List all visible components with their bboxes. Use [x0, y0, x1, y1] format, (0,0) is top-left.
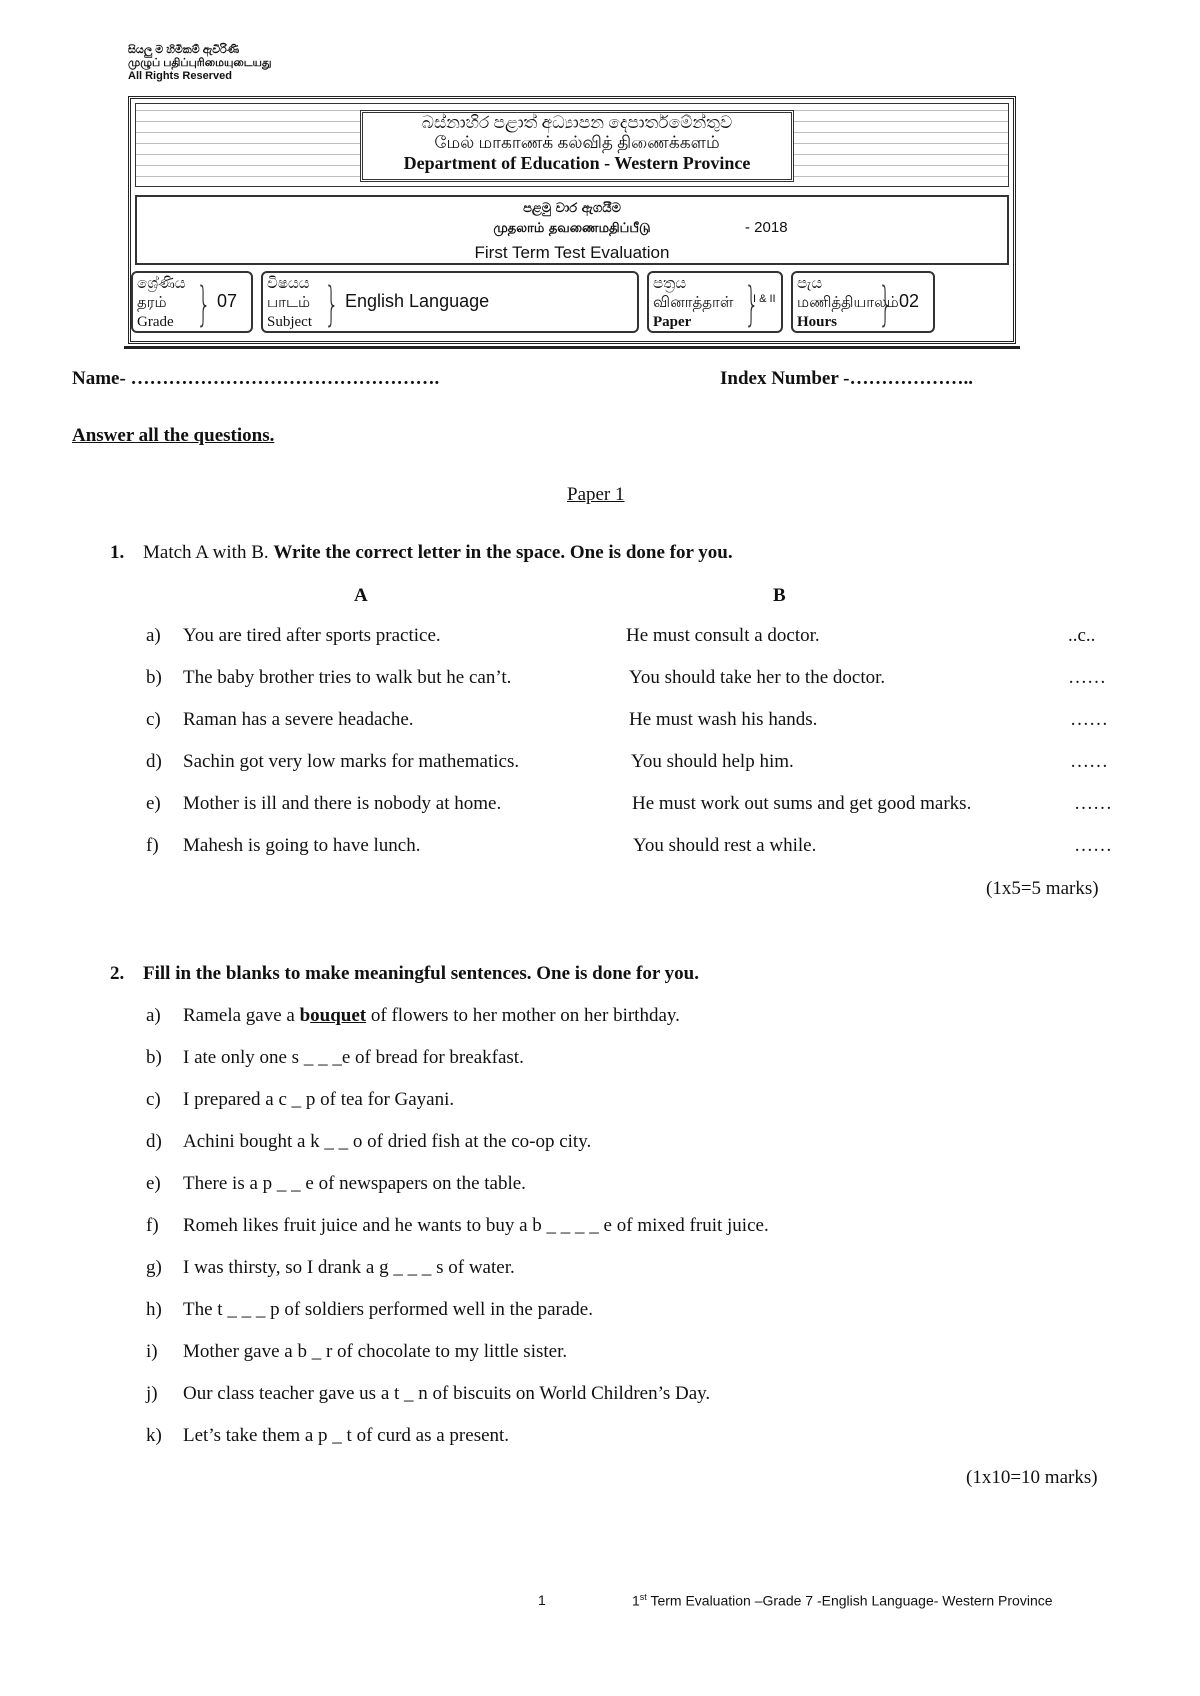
q1-column-b: B [773, 585, 786, 606]
term-sinhala: පළමු වාර ඇගයීම [523, 201, 621, 216]
q1-item-b: He must wash his hands. [629, 709, 818, 730]
q2-example-first-letter: b [299, 1005, 311, 1026]
dept-english: Department of Education - Western Province [403, 153, 751, 173]
q1-title [110, 542, 733, 564]
q1-item-a: Raman has a severe headache. [183, 709, 414, 730]
page-number: 1 [538, 1592, 546, 1608]
term-tamil: முதலாம் தவணைமதிப்பீடு [493, 221, 651, 236]
q2-letter: h) [146, 1299, 162, 1320]
q1-answer[interactable]: ..c.. [1068, 625, 1096, 646]
q2-letter: a) [146, 1005, 161, 1026]
q2-letter: k) [146, 1425, 162, 1446]
q2-sentence[interactable]: Achini bought a k _ _ o of dried fish at the co-op city. [183, 1131, 592, 1152]
subject-labels [267, 275, 312, 332]
q2-sentence[interactable]: Romeh likes fruit juice and he wants to buy a b _ _ _ _ e of mixed fruit juice. [183, 1215, 769, 1236]
subject-brace: } [324, 277, 339, 331]
dept-tamil: மேல் மாகாணக் கல்வித் திணைக்களம் [434, 133, 720, 152]
q1-item-a: Mahesh is going to have lunch. [183, 835, 421, 856]
q2-letter: f) [146, 1215, 159, 1236]
grade-label-si: ශ්‍රේණිය [137, 276, 186, 292]
hours-brace: } [878, 277, 893, 331]
q2-title-text: Fill in the blanks to make meaningful sentences. One is done for you. [143, 963, 699, 984]
paper-box [647, 271, 783, 333]
q1-column-a: A [354, 585, 368, 606]
q2-letter: b) [146, 1047, 162, 1068]
paper-label-en: Paper [653, 314, 692, 330]
rights-block [128, 44, 272, 83]
subject-label-en: Subject [267, 314, 312, 330]
q2-letter: i) [146, 1341, 158, 1362]
q1-title-plain: Match A with B. [143, 542, 269, 563]
footer-ordinal-suffix: st [639, 1592, 647, 1602]
hours-label-ta: மணித்தியாலம் [797, 295, 899, 311]
paper-labels [653, 275, 733, 332]
q2-example-pre: Ramela gave a [183, 1005, 300, 1026]
paper-brace: } [744, 277, 759, 331]
paper-title: Paper 1 [567, 484, 625, 505]
instruction: Answer all the questions. [72, 425, 275, 446]
q1-title-bold: Write the correct letter in the space. One is done for you. [273, 542, 733, 563]
subject-value: English Language [345, 291, 490, 311]
q1-answer[interactable]: …… [1074, 835, 1112, 856]
q1-item-b: He must work out sums and get good marks. [632, 793, 972, 814]
q2-letter: c) [146, 1089, 161, 1110]
q2-sentence[interactable]: The t _ _ _ p of soldiers performed well in the parade. [183, 1299, 593, 1320]
grade-label-ta: தரம் [137, 295, 167, 311]
q1-item-b: You should rest a while. [633, 835, 817, 856]
q2-example-answer: ouquet [310, 1005, 367, 1026]
dept-sinhala: බස්නාහිර පළාත් අධ්‍යාපන දෙපාර්තමේන්තුව [421, 113, 733, 132]
q2-title [110, 963, 699, 985]
hours-value: 02 [899, 291, 920, 311]
q1-item-a: You are tired after sports practice. [183, 625, 441, 646]
grade-box [131, 271, 253, 333]
paper-label-si: පත්‍රය [653, 276, 687, 292]
q2-sentence[interactable]: I was thirsty, so I drank a g _ _ _ s of water. [183, 1257, 515, 1278]
q1-letter: f) [146, 835, 159, 856]
q1-letter: c) [146, 709, 161, 730]
watermark-band [135, 103, 1009, 187]
q2-marks: (1x10=10 marks) [966, 1467, 1098, 1488]
q1-answer[interactable]: …… [1070, 751, 1108, 772]
q1-item-b: He must consult a doctor. [626, 625, 820, 646]
q1-item-b: You should help him. [631, 751, 794, 772]
q2-sentence[interactable]: Our class teacher gave us a t _ n of biscuits on World Children’s Day. [183, 1383, 711, 1404]
q1-letter: b) [146, 667, 162, 688]
term-year: - 2018 [745, 219, 788, 236]
grade-labels [137, 275, 186, 332]
q1-answer[interactable]: …… [1074, 793, 1112, 814]
hours-box [791, 271, 935, 333]
q1-letter: e) [146, 793, 161, 814]
q2-sentence[interactable]: There is a p _ _ e of newspapers on the table. [183, 1173, 526, 1194]
hours-label-en: Hours [797, 314, 838, 330]
q1-item-b: You should take her to the doctor. [629, 667, 886, 688]
q2-sentence[interactable]: I ate only one s _ _ _e of bread for breakfast. [183, 1047, 524, 1068]
index-number-field[interactable]: Index Number -……………….. [720, 368, 973, 389]
footer-ordinal: 1 [632, 1592, 640, 1609]
q2-letter: j) [146, 1383, 158, 1404]
grade-value: 07 [217, 291, 238, 311]
q1-answer[interactable]: …… [1068, 667, 1106, 688]
header-divider [124, 346, 1020, 349]
department-title-box [360, 110, 794, 182]
q1-item-a: The baby brother tries to walk but he can’t. [183, 667, 512, 688]
q1-letter: a) [146, 625, 161, 646]
rights-tamil: முழுப் பதிப்புரிமையுடையது [128, 57, 272, 69]
q2-letter: e) [146, 1173, 161, 1194]
q2-number: 2. [110, 963, 125, 984]
q1-item-a: Mother is ill and there is nobody at home. [183, 793, 502, 814]
term-box [135, 195, 1009, 265]
subject-label-ta: பாடம் [267, 295, 311, 311]
subject-label-si: විෂයය [267, 276, 310, 292]
q2-letter: d) [146, 1131, 162, 1152]
exam-header [128, 96, 1016, 344]
paper-value: I & II [753, 293, 776, 305]
subject-box [261, 271, 639, 333]
q2-sentence[interactable]: Mother gave a b _ r of chocolate to my little sister. [183, 1341, 568, 1362]
paper-label-ta: வினாத்தாள் [653, 295, 734, 311]
q2-sentence[interactable]: Let’s take them a p _ t of curd as a present. [183, 1425, 510, 1446]
q2-example-post: of flowers to her mother on her birthday. [366, 1005, 680, 1026]
q1-marks: (1x5=5 marks) [986, 878, 1099, 899]
q1-item-a: Sachin got very low marks for mathematics. [183, 751, 520, 772]
q2-letter: g) [146, 1257, 162, 1278]
q1-answer[interactable]: …… [1070, 709, 1108, 730]
footer-title: Term Evaluation –Grade 7 -English Language- Western Province [646, 1592, 1053, 1609]
q1-number: 1. [110, 542, 125, 563]
term-english: First Term Test Evaluation [474, 243, 670, 262]
name-field[interactable]: Name- …………………………………………. [72, 368, 440, 389]
hours-label-si: පැය [797, 276, 823, 292]
q2-sentence[interactable]: I prepared a c _ p of tea for Gayani. [183, 1089, 455, 1110]
grade-label-en: Grade [137, 314, 174, 330]
rights-sinhala: සියලු ම හිමිකම් ඇවිරිණි [128, 44, 240, 56]
q1-letter: d) [146, 751, 162, 772]
rights-english: All Rights Reserved [128, 70, 232, 82]
q2-example [183, 1005, 680, 1027]
grade-brace: } [196, 277, 211, 331]
footer-text [632, 1592, 1053, 1609]
